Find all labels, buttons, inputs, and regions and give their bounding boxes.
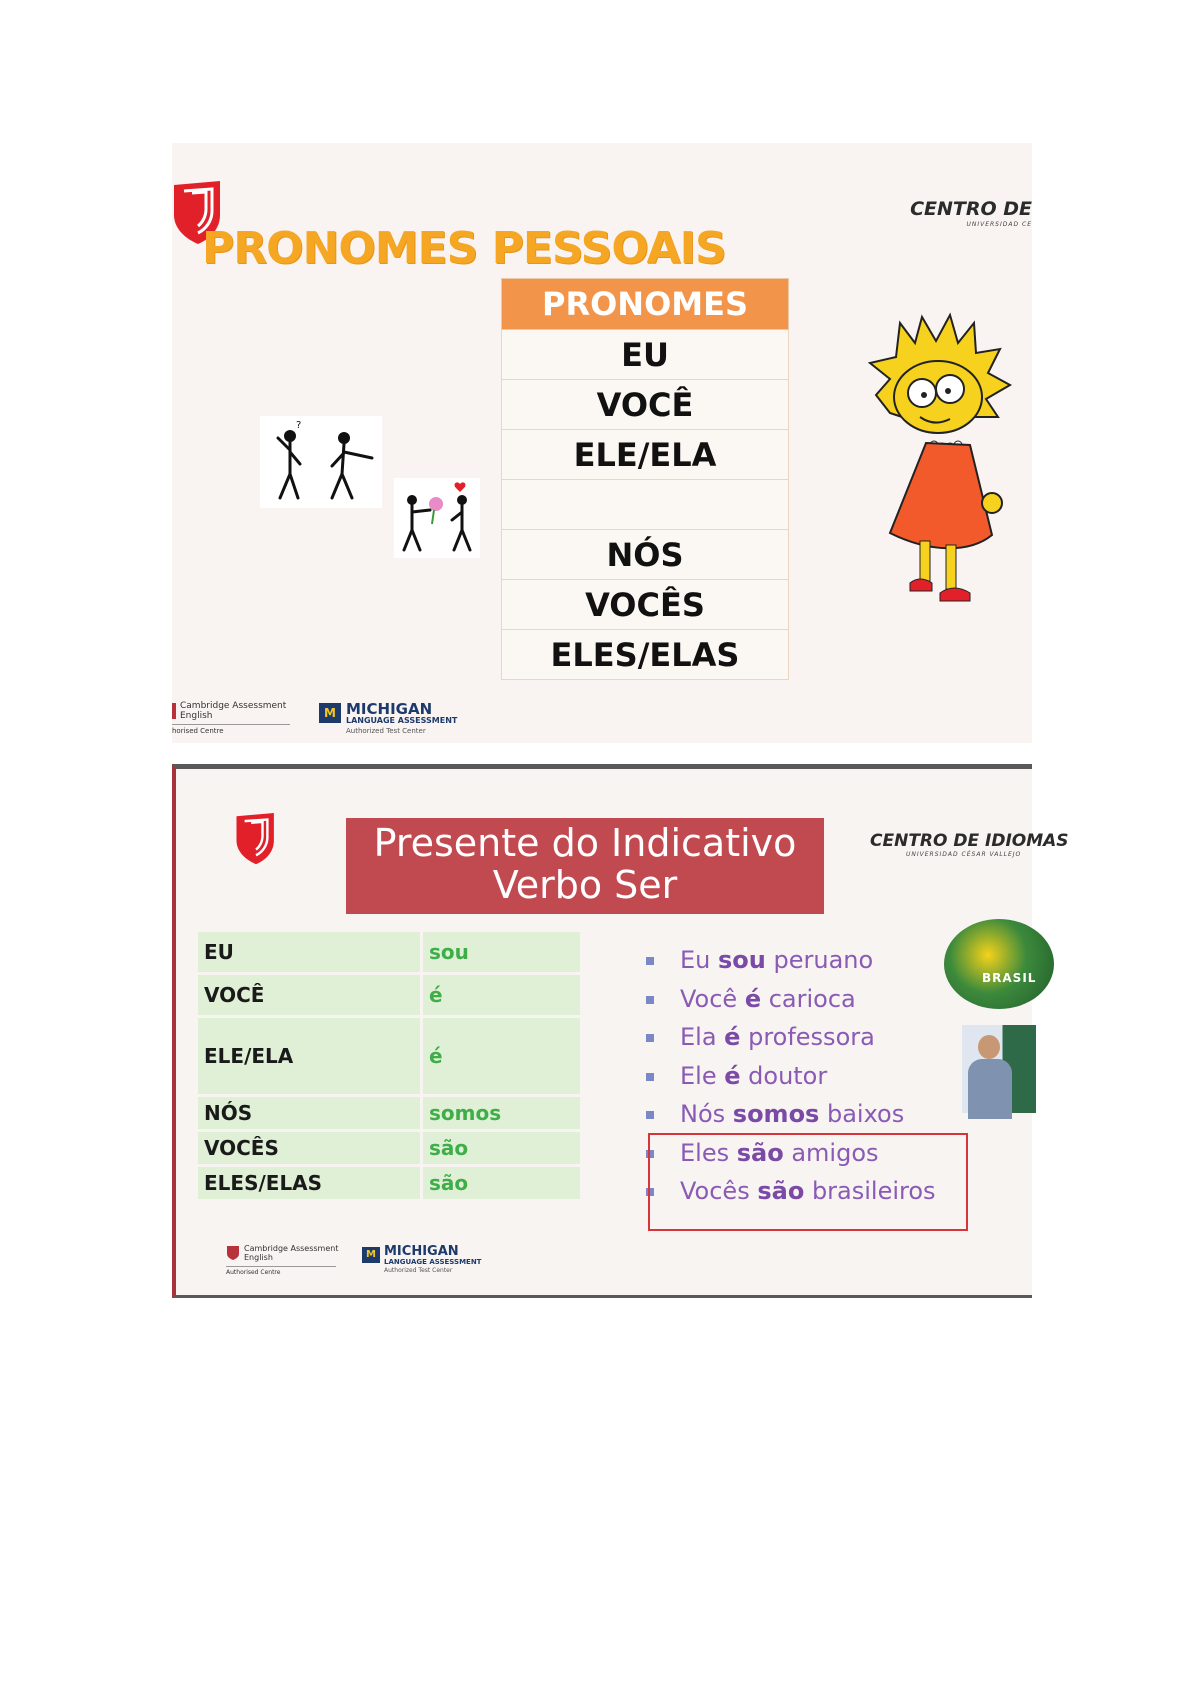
pronoun-cell: VOCÊS: [502, 580, 789, 630]
verb-cell: são: [423, 1167, 580, 1199]
example-verb: é: [724, 1023, 741, 1051]
example-post: baixos: [819, 1100, 905, 1128]
centro-logo-subtext: UNIVERSIDAD CE: [966, 221, 1032, 228]
example-verb: são: [736, 1138, 784, 1167]
cartoon-girl-image: [860, 313, 1020, 623]
example-item: [646, 1095, 936, 1134]
svg-text:?: ?: [296, 420, 302, 431]
example-post: carioca: [761, 984, 856, 1013]
pronoun-cell: ELE/ELA: [502, 430, 789, 480]
pronoun-cell: VOCÊS: [198, 1132, 423, 1164]
cambridge-line1: Cambridge Assessment: [180, 701, 287, 711]
verb-cell: sou: [423, 932, 580, 972]
michigan-sub: LANGUAGE ASSESSMENT: [384, 1258, 482, 1266]
michigan-sub2: Authorized Test Center: [384, 1267, 453, 1274]
cambridge-line1: Cambridge Assessment: [244, 1244, 339, 1253]
example-verb: é: [744, 984, 762, 1013]
michigan-title: MICHIGAN: [384, 1244, 459, 1259]
cambridge-line2: English: [244, 1253, 273, 1262]
example-pre: Ele: [680, 1061, 725, 1090]
pronoun-cell: ELE/ELA: [198, 1018, 423, 1094]
cambridge-line3: Authorised Centre: [226, 1269, 281, 1276]
verb-cell: são: [423, 1132, 580, 1164]
example-pre: Nós: [680, 1100, 733, 1128]
michigan-m-icon: M: [362, 1247, 380, 1263]
verb-cell: somos: [423, 1097, 580, 1129]
verb-cell: é: [423, 975, 580, 1015]
michigan-sub2: Authorized Test Center: [346, 727, 426, 735]
pronoun-cell: VOCÊ: [198, 975, 423, 1015]
example-item: [646, 941, 936, 980]
cambridge-line2: English: [180, 711, 213, 721]
slide-pronomes-pessoais: [172, 143, 1032, 743]
centro-logo-text: CENTRO DE IDIOMAS: [870, 831, 1069, 851]
pronoun-cell: NÓS: [198, 1097, 423, 1129]
teacher-body: [968, 1059, 1012, 1119]
example-item: [646, 1057, 936, 1096]
example-pre: Ela: [680, 1023, 725, 1051]
michigan-title: MICHIGAN: [346, 700, 433, 718]
example-post: doutor: [740, 1061, 828, 1090]
stick-figures-flower-image: [394, 478, 480, 558]
title-line1: Presente do Indicativo: [373, 821, 797, 865]
cambridge-logo-mark: [172, 703, 176, 719]
centro-logo-subtext: UNIVERSIDAD CÉSAR VALLEJO: [906, 851, 1022, 858]
cambridge-line3: horised Centre: [172, 727, 224, 735]
pronouns-table-header: PRONOMES: [502, 279, 789, 330]
highlight-box: [648, 1133, 968, 1231]
example-post: amigos: [783, 1138, 879, 1167]
centro-logo-text: CENTRO DE: [910, 198, 1032, 220]
michigan-sub: LANGUAGE ASSESSMENT: [346, 716, 458, 725]
slide-verbo-ser: [172, 764, 1069, 1298]
conjugation-table: [198, 929, 580, 1202]
verb-cell: é: [423, 1018, 580, 1094]
example-post: peruano: [765, 946, 874, 974]
teacher-head: [978, 1035, 1000, 1059]
michigan-m-icon: M: [319, 703, 341, 723]
title-line2: Verbo Ser: [492, 863, 678, 907]
pronoun-cell: EU: [198, 932, 423, 972]
cambridge-logo-text: [180, 701, 286, 721]
brazil-fans-photo: [944, 919, 1054, 1009]
example-post: professora: [740, 1023, 875, 1051]
example-pre: Vocês: [680, 1177, 758, 1205]
pronoun-cell: ELES/ELAS: [198, 1167, 423, 1199]
example-pre: Você: [680, 984, 745, 1013]
pronoun-cell: NÓS: [502, 530, 789, 580]
pronoun-cell: ELES/ELAS: [502, 630, 789, 680]
pronoun-cell: EU: [502, 330, 789, 380]
cambridge-divider: [172, 724, 290, 725]
example-pre: Eles: [680, 1138, 737, 1167]
example-verb: sou: [718, 946, 766, 974]
cambridge-shield-icon: [226, 1245, 240, 1261]
cambridge-logo-text: [244, 1244, 338, 1262]
example-verb: é: [724, 1061, 741, 1090]
brazil-banner-text: BRASIL: [982, 971, 1037, 985]
university-shield-icon: [234, 813, 278, 865]
pronouns-table: [501, 278, 789, 680]
cambridge-divider: [226, 1266, 336, 1267]
stick-figures-talking-image: [260, 416, 382, 508]
pronoun-cell: VOCÊ: [502, 380, 789, 430]
example-item: [646, 1018, 936, 1057]
example-post: brasileiros: [804, 1177, 936, 1205]
example-item: [646, 980, 936, 1019]
slide-title: PRONOMES PESSOAIS: [202, 223, 726, 274]
slide-title-banner: [346, 818, 824, 914]
example-verb: somos: [732, 1100, 820, 1128]
pronoun-cell: [502, 480, 789, 530]
example-pre: Eu: [680, 946, 719, 974]
example-verb: são: [757, 1177, 805, 1205]
teacher-photo: [962, 1025, 1036, 1113]
